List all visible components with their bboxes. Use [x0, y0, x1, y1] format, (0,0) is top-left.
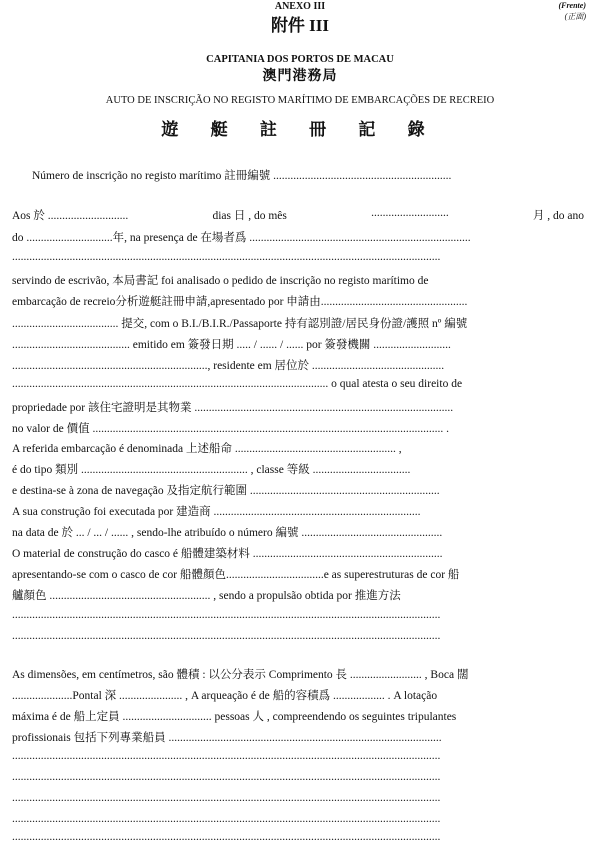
hull-color-line: apresentando-se com o casco de cor 船體顏色..................................e as superestruturas de cor 船: [12, 569, 460, 581]
dimensions-line: As dimensões, em centímetros, são 體積 : 以公分表示 Comprimento 長 ......................... , Boca 闊: [12, 669, 469, 681]
date-month-label: 月 , do ano: [532, 210, 584, 222]
issued-line: ......................................... emitido em 簽發日期 ..... / ...... / ...... por 簽發機關 ...........................: [12, 339, 451, 351]
registration-number-line: Número de inscrição no registo marítimo 註冊編號 ..............................................................: [32, 170, 452, 182]
attachment-label: 附件 III: [270, 16, 330, 35]
frente-zh-label: (正面): [564, 12, 586, 21]
annex-label: ANEXO III: [274, 1, 326, 12]
attests-line: .............................................................................................................. o qual atesta o seu direito de: [12, 378, 463, 390]
navigation-zone-line: e destina-se à zona de navegação 及指定航行範圍 ..................................................................: [12, 485, 440, 497]
propulsion-continuation-line-1: .....................................................................................................................................................: [12, 609, 441, 621]
value-line: no valor de 價值 .......................................................................................................................... .: [12, 423, 449, 435]
document-title: AUTO DE INSCRIÇÃO NO REGISTO MARÍTIMO DE EMBARCAÇÕES DE RECREIO: [105, 95, 495, 106]
propulsion-continuation-line-2: .....................................................................................................................................................: [12, 630, 441, 642]
frente-label: (Frente): [558, 1, 586, 10]
propulsion-line: 艫顏色 ........................................................ , sendo a propulsão obtida por 推進方法: [12, 590, 401, 602]
crew-continuation-line-5: .....................................................................................................................................................: [12, 831, 441, 843]
crew-continuation-line-2: .....................................................................................................................................................: [12, 771, 441, 783]
presence-continuation-line: .....................................................................................................................................................: [12, 251, 441, 263]
applicant-line: embarcação de recreio分析遊艇註冊申請,apresentado por 申請由...................................................: [12, 296, 468, 308]
crew-continuation-line-3: .....................................................................................................................................................: [12, 792, 441, 804]
date-days-label: dias 日 , do mês: [212, 210, 287, 222]
hull-material-line: O material de construção do casco é 船體建築材料 ..................................................................: [12, 548, 443, 560]
crew-continuation-line-1: .....................................................................................................................................................: [12, 750, 441, 762]
builder-line: A sua construção foi executada por 建造商 ........................................................................: [12, 506, 421, 518]
capacity-line: máxima é de 船上定員 ............................... pessoas 人 , compreendendo os seguintes tripulantes: [12, 711, 457, 723]
crew-line: profissionais 包括下列專業船員 ...............................................................................................: [12, 732, 442, 744]
clerk-line: servindo de escrivão, 本局書記 foi analisado o pedido de inscrição no registo marítimo de: [12, 275, 429, 287]
vessel-name-line: A referida embarcação é denominada 上述船命 ........................................................ ,: [12, 443, 402, 455]
build-date-line: na data de 於 ... / ... / ...... , sendo-lhe atribuído o número 編號 .................................................: [12, 527, 443, 539]
date-month-field: ...........................: [371, 207, 449, 219]
date-day-field: Aos 於 ............................: [12, 210, 129, 222]
year-presence-line: do ..............................年, na presença de 在場者爲 .............................................................................: [12, 232, 471, 244]
depth-tonnage-line: .....................Pontal 深 ...................... , A arqueação é de 船的容積爲 .................. . A lotação: [12, 690, 438, 702]
property-line: propriedade por 該住宅證明是其物業 ..........................................................................................: [12, 402, 454, 414]
date-line: [12, 207, 584, 223]
authority-name-zh: 澳門港務局: [262, 69, 338, 84]
residence-line: ...................................................................., residente em 居位於 ..............................................: [12, 360, 445, 372]
id-document-line: ..................................... 提交, com o B.I./B.I.R./Passaporte 持有認別證/居民身份證/護照 nº 編號: [12, 318, 468, 330]
authority-name: CAPITANIA DOS PORTOS DE MACAU: [206, 54, 394, 65]
crew-continuation-line-4: .....................................................................................................................................................: [12, 813, 441, 825]
vessel-type-line: é do tipo 類別 .......................................................... , classe 等級 ..................................: [12, 464, 411, 476]
document-title-zh: 遊 艇 註 冊 記 錄: [161, 120, 439, 139]
